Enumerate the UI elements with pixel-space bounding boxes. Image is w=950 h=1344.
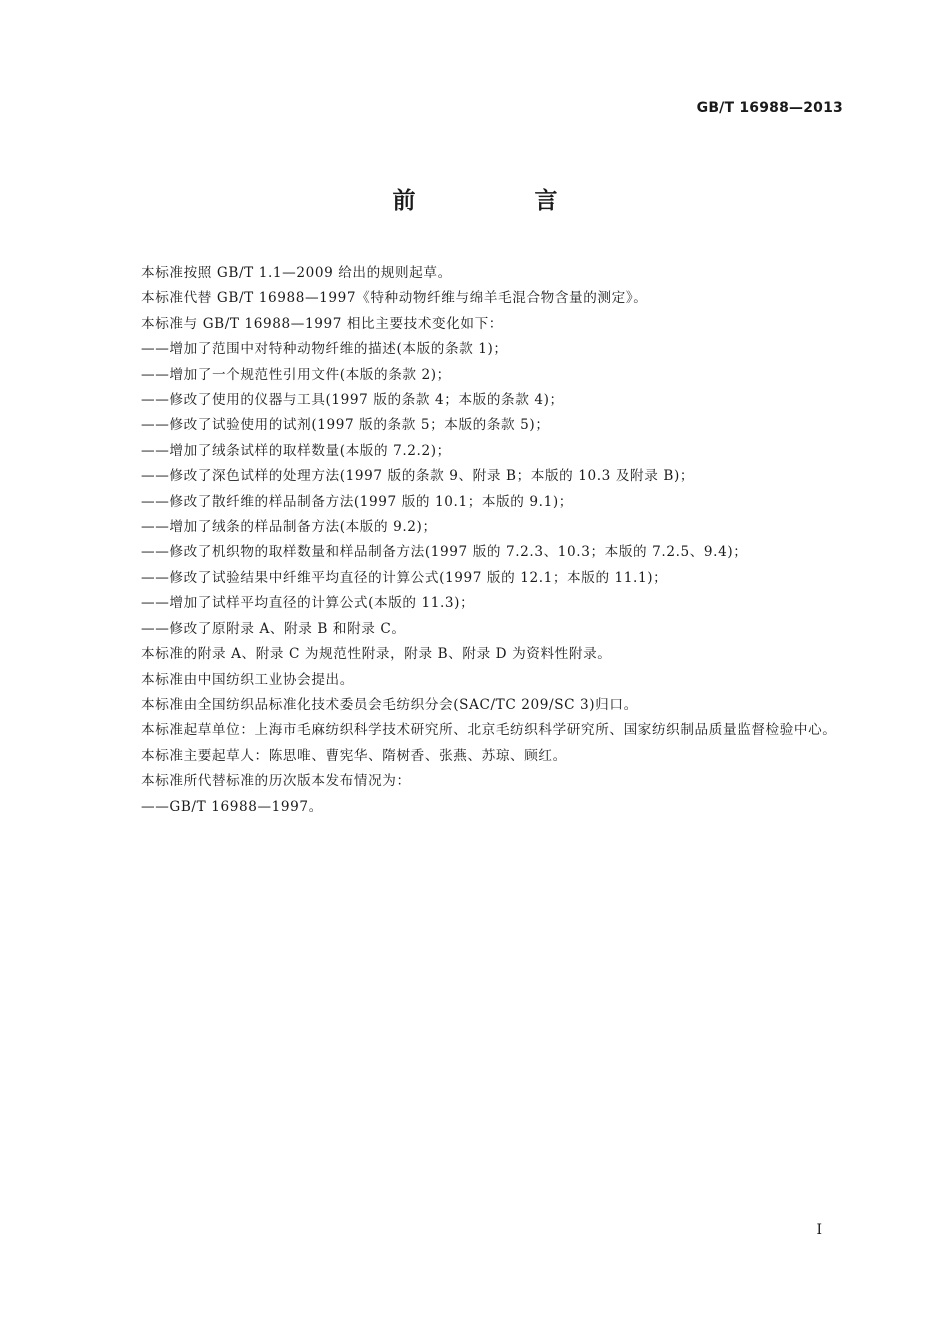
change-item: ——增加了范围中对特种动物纤维的描述(本版的条款 1)； [141, 341, 508, 358]
paragraph-history-intro: 本标准所代替标准的历次版本发布情况为： [141, 773, 411, 790]
paragraph-changes-intro: 本标准与 GB/T 16988—1997 相比主要技术变化如下： [141, 315, 503, 332]
change-item: ——修改了机织物的取样数量和样品制备方法(1997 版的 7.2.3、10.3；本版的 7.2.5、9.4)； [141, 544, 748, 561]
paragraph-drafters: 本标准主要起草人：陈思唯、曹宪华、隋树香、张燕、苏琼、顾红。 [141, 747, 567, 764]
change-item: ——增加了试样平均直径的计算公式(本版的 11.3)； [141, 595, 475, 612]
change-item: ——修改了原附录 A、附录 B 和附录 C。 [141, 620, 406, 637]
paragraph-drafting-units: 本标准起草单位：上海市毛麻纺织科学技术研究所、北京毛纺织科学研究所、国家纺织制品质量监督检验中心。 [141, 722, 837, 739]
change-item: ——修改了使用的仪器与工具(1997 版的条款 4；本版的条款 4)； [141, 392, 564, 409]
change-item: ——修改了试验使用的试剂(1997 版的条款 5；本版的条款 5)； [141, 417, 550, 434]
paragraph-drafting-rules: 本标准按照 GB/T 1.1—2009 给出的规则起草。 [141, 265, 452, 281]
paragraph-annexes: 本标准的附录 A、附录 C 为规范性附录，附录 B、附录 D 为资料性附录。 [141, 646, 612, 663]
foreword-body [107, 261, 843, 820]
page-number: I [816, 1222, 822, 1238]
change-item: ——修改了试验结果中纤维平均直径的计算公式(1997 版的 12.1；本版的 11.1)； [141, 569, 668, 586]
paragraph-replaces: 本标准代替 GB/T 16988—1997《特种动物纤维与绵羊毛混合物含量的测定》。 [141, 290, 648, 307]
paragraph-proposer: 本标准由中国纺织工业协会提出。 [141, 671, 354, 688]
change-item: ——修改了深色试样的处理方法(1997 版的条款 9、附录 B；本版的 10.3 及附录 B)； [141, 468, 695, 485]
change-item: ——增加了一个规范性引用文件(本版的条款 2)； [141, 366, 451, 383]
history-item: ——GB/T 16988—1997。 [141, 798, 323, 815]
page-title: 前 言 [392, 188, 606, 214]
change-item: ——修改了散纤维的样品制备方法(1997 版的 10.1；本版的 9.1)； [141, 493, 573, 510]
change-item: ——增加了绒条的样品制备方法(本版的 9.2)； [141, 519, 437, 536]
standard-code: GB/T 16988—2013 [696, 100, 843, 116]
paragraph-committee: 本标准由全国纺织品标准化技术委员会毛纺织分会(SAC/TC 209/SC 3)归口。 [141, 696, 638, 713]
change-item: ——增加了绒条试样的取样数量(本版的 7.2.2)； [141, 442, 451, 459]
